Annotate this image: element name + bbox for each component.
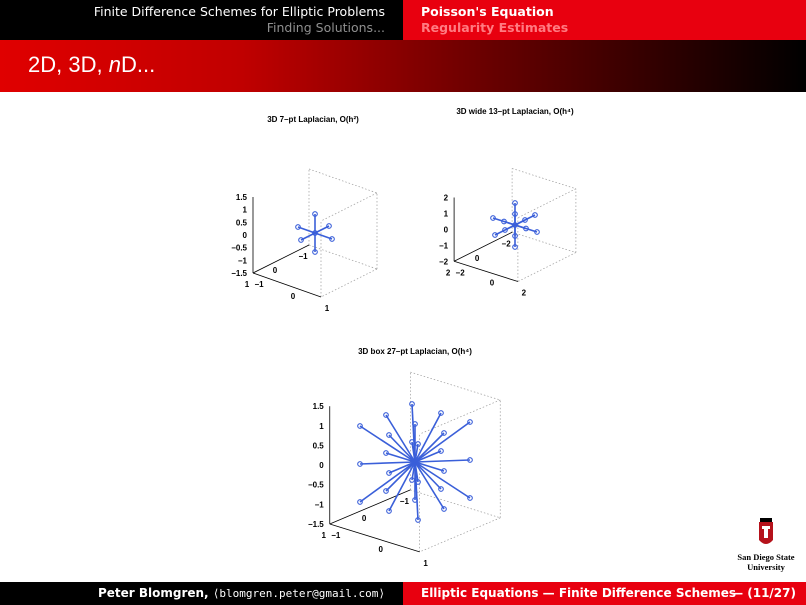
stencil-edge <box>415 460 470 462</box>
author-name: Peter Blomgren, <box>97 586 209 600</box>
z-tick-label: −2 <box>438 257 449 267</box>
y-tick-label: 1 <box>423 558 428 568</box>
z-tick-label: 1 <box>242 205 247 215</box>
z-tick-label: 1 <box>443 209 449 219</box>
axis-line <box>330 524 420 552</box>
z-tick-label: 0 <box>242 231 247 240</box>
plot-title: 3D wide 13–pt Laplacian, O(h⁴) <box>456 107 574 116</box>
z-tick-label: −1.5 <box>307 520 324 529</box>
z-tick-label: 0.5 <box>235 218 247 228</box>
author-email: ⟨blomgren.peter@gmail.com⟩ <box>212 587 385 600</box>
footer-right <box>403 582 806 605</box>
z-tick-label: −0.5 <box>231 243 247 253</box>
x-tick-label: 0 <box>361 513 367 523</box>
header-left <box>0 0 403 40</box>
footer-bar <box>0 582 806 605</box>
grid-line <box>512 168 576 188</box>
z-tick-label: −1 <box>438 241 449 251</box>
y-tick-label: −2 <box>455 268 465 278</box>
stencil-edge <box>495 225 515 235</box>
footer-author <box>98 586 385 600</box>
frame-title-bar <box>0 40 806 92</box>
z-tick-label: −1 <box>237 256 247 266</box>
stencil-edge <box>386 462 415 491</box>
stencil-edge <box>360 426 415 462</box>
grid-line <box>410 490 500 518</box>
z-tick-label: 1.5 <box>235 193 247 202</box>
header-bar <box>0 0 806 40</box>
z-tick-label: 2 <box>443 193 449 203</box>
header-right <box>403 0 806 40</box>
footer-left <box>0 582 403 605</box>
y-tick-label: 0 <box>378 544 383 554</box>
z-tick-label: 0 <box>443 225 449 235</box>
plots-area <box>0 92 806 582</box>
grid-line <box>321 269 377 297</box>
plots-svg <box>0 92 806 582</box>
z-tick-label: −1 <box>314 500 324 510</box>
x-tick-label: −1 <box>298 252 308 261</box>
x-tick-label: −2 <box>501 239 511 249</box>
stencil-edge <box>415 422 470 462</box>
grid-line <box>518 189 576 218</box>
subsection-title[interactable]: Finding Solutions... <box>266 20 385 35</box>
page-number: — (11/27) <box>731 586 796 600</box>
x-tick-label: 1 <box>244 280 250 289</box>
stencil-edge <box>515 215 535 225</box>
current-section[interactable]: Poisson's Equation <box>421 4 554 19</box>
sdsu-shield-icon <box>735 518 797 552</box>
z-tick-label: 1 <box>319 421 324 431</box>
stencil-edge <box>415 462 470 498</box>
stencil-edge <box>360 462 415 464</box>
stencil-edge <box>415 433 444 462</box>
grid-line <box>309 169 377 193</box>
grid-line <box>321 193 377 221</box>
sdsu-logo <box>735 518 797 576</box>
x-tick-label: 1 <box>321 531 326 540</box>
z-tick-label: 0.5 <box>312 441 324 451</box>
logo-line1: San Diego State <box>737 552 795 562</box>
x-tick-label: 0 <box>474 253 480 263</box>
grid-line <box>410 372 500 400</box>
x-tick-label: 0 <box>272 266 278 275</box>
frame-title: 2D, 3D, nD... <box>28 52 156 77</box>
y-tick-label: −1 <box>331 531 341 540</box>
plot-title: 3D 7–pt Laplacian, O(h²) <box>267 115 359 124</box>
y-tick-label: 0 <box>489 278 495 288</box>
stencil-edge <box>415 413 441 462</box>
y-tick-label: −1 <box>254 280 264 289</box>
y-tick-label: 0 <box>290 292 296 301</box>
grid-line <box>309 245 377 269</box>
x-tick-label: −1 <box>399 496 409 506</box>
section-title[interactable]: Finite Difference Schemes for Elliptic Problems <box>93 4 385 19</box>
grid-line <box>518 253 576 282</box>
logo-line2: University <box>747 562 785 572</box>
grid-line <box>420 518 501 552</box>
z-tick-label: −0.5 <box>307 480 324 490</box>
x-tick-label: 2 <box>445 268 451 278</box>
grid-line <box>512 232 576 252</box>
y-tick-label: 2 <box>521 288 527 298</box>
plot-2 <box>439 107 576 298</box>
z-tick-label: 1.5 <box>312 402 324 412</box>
footer-title: Elliptic Equations — Finite Difference Schemes <box>421 586 737 600</box>
plot-1 <box>231 115 377 313</box>
z-tick-label: 0 <box>319 461 324 471</box>
z-tick-label: −1.5 <box>231 269 247 278</box>
plot-title: 3D box 27–pt Laplacian, O(h⁴) <box>358 347 472 356</box>
current-subsection[interactable]: Regularity Estimates <box>421 20 569 35</box>
plot-3 <box>308 347 500 568</box>
y-tick-label: 1 <box>324 304 330 313</box>
